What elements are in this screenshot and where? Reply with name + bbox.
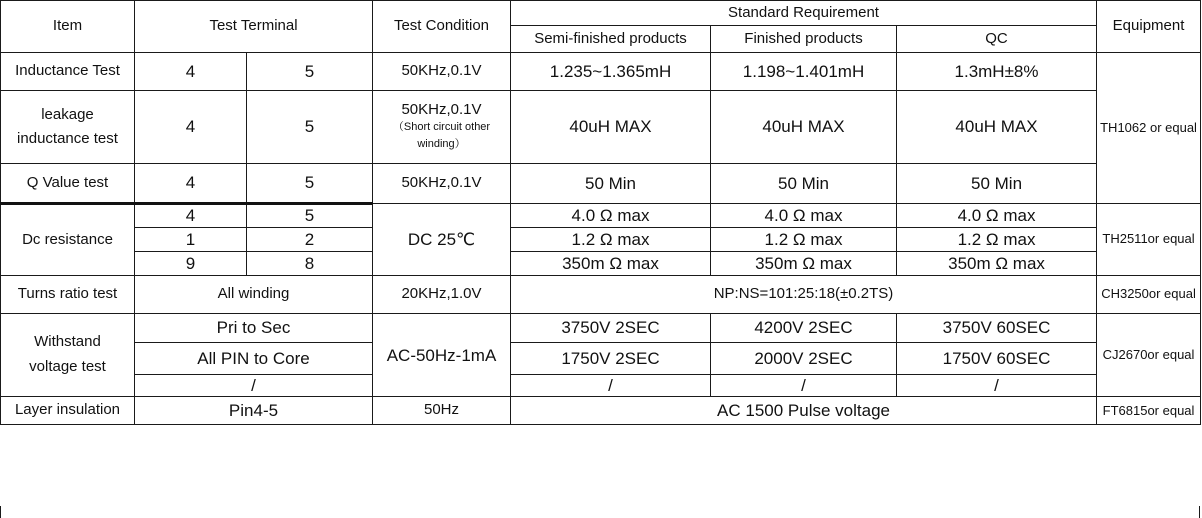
header-semi-finished: Semi-finished products	[511, 26, 711, 53]
q-value-finished: 50 Min	[711, 164, 897, 204]
header-qc: QC	[897, 26, 1097, 53]
layer-insulation-requirement: AC 1500 Pulse voltage	[511, 397, 1097, 425]
withstand-item-line1: Withstand	[34, 333, 101, 351]
header-standard-requirement: Standard Requirement	[511, 1, 1097, 26]
dc-resistance-condition: DC 25℃	[373, 204, 511, 276]
withstand-finished-3: /	[711, 375, 897, 397]
inductance-finished: 1.198~1.401mH	[711, 53, 897, 91]
dc-terminal-1-a: 4	[135, 204, 247, 228]
leakage-finished: 40uH MAX	[711, 91, 897, 164]
dc-finished-3: 350m Ω max	[711, 252, 897, 276]
withstand-qc-3: /	[897, 375, 1097, 397]
leakage-condition	[373, 91, 511, 164]
inductance-semi: 1.235~1.365mH	[511, 53, 711, 91]
layer-insulation-terminal: Pin4-5	[135, 397, 373, 425]
equipment-cj2670: CJ2670or equal	[1097, 314, 1201, 397]
dc-terminal-3-a: 9	[135, 252, 247, 276]
inductance-terminal-1: 4	[135, 53, 247, 91]
turns-ratio-condition: 20KHz,1.0V	[373, 276, 511, 314]
withstand-semi-3: /	[511, 375, 711, 397]
q-value-semi: 50 Min	[511, 164, 711, 204]
equipment-th2511: TH2511or equal	[1097, 204, 1201, 276]
withstand-semi-1: 3750V 2SEC	[511, 314, 711, 343]
header-finished: Finished products	[711, 26, 897, 53]
dc-terminal-1-b: 5	[247, 204, 373, 228]
withstand-qc-2: 1750V 60SEC	[897, 343, 1097, 375]
dc-qc-2: 1.2 Ω max	[897, 228, 1097, 252]
q-value-qc: 50 Min	[897, 164, 1097, 204]
q-value-terminal-1: 4	[135, 164, 247, 204]
inductance-row	[1, 53, 1201, 91]
q-value-terminal-2: 5	[247, 164, 373, 204]
leakage-item	[1, 91, 135, 164]
leakage-item-line2: inductance test	[17, 129, 118, 147]
inductance-item: Inductance Test	[1, 53, 135, 91]
q-value-item: Q Value test	[1, 164, 135, 204]
turns-ratio-row	[1, 276, 1201, 314]
leakage-condition-note2: winding）	[417, 138, 466, 151]
layer-insulation-item: Layer insulation	[1, 397, 135, 425]
layer-insulation-row	[1, 397, 1201, 425]
withstand-finished-2: 2000V 2SEC	[711, 343, 897, 375]
leakage-condition-note1: （Short circuit other	[392, 121, 491, 134]
dc-resistance-row-1	[1, 204, 1201, 228]
leakage-row	[1, 91, 1201, 164]
withstand-row-2	[1, 343, 1201, 375]
header-equipment: Equipment	[1097, 1, 1201, 53]
withstand-terminal-2: All PIN to Core	[135, 343, 373, 375]
dc-semi-2: 1.2 Ω max	[511, 228, 711, 252]
dc-semi-1: 4.0 Ω max	[511, 204, 711, 228]
withstand-condition: AC-50Hz-1mA	[373, 314, 511, 397]
equipment-th1062: TH1062 or equal	[1097, 53, 1201, 204]
dc-terminal-2-a: 1	[135, 228, 247, 252]
dc-qc-3: 350m Ω max	[897, 252, 1097, 276]
dc-resistance-row-3	[1, 252, 1201, 276]
leakage-terminal-1: 4	[135, 91, 247, 164]
withstand-terminal-1: Pri to Sec	[135, 314, 373, 343]
leakage-semi: 40uH MAX	[511, 91, 711, 164]
dc-semi-3: 350m Ω max	[511, 252, 711, 276]
dc-finished-1: 4.0 Ω max	[711, 204, 897, 228]
inductance-terminal-2: 5	[247, 53, 373, 91]
header-row-1	[1, 1, 1201, 26]
leakage-item-line1: leakage	[41, 105, 94, 123]
withstand-qc-1: 3750V 60SEC	[897, 314, 1097, 343]
dc-qc-1: 4.0 Ω max	[897, 204, 1097, 228]
inductance-condition: 50KHz,0.1V	[373, 53, 511, 91]
withstand-terminal-3: /	[135, 375, 373, 397]
withstand-semi-2: 1750V 2SEC	[511, 343, 711, 375]
header-test-condition: Test Condition	[373, 1, 511, 53]
header-item: Item	[1, 1, 135, 53]
table-continuation-strip	[0, 506, 1200, 518]
turns-ratio-requirement: NP:NS=101:25:18(±0.2TS)	[511, 276, 1097, 314]
dc-terminal-3-b: 8	[247, 252, 373, 276]
turns-ratio-item: Turns ratio test	[1, 276, 135, 314]
dc-finished-2: 1.2 Ω max	[711, 228, 897, 252]
equipment-ch3250: CH3250or equal	[1097, 276, 1201, 314]
leakage-terminal-2: 5	[247, 91, 373, 164]
dc-resistance-item: Dc resistance	[1, 204, 135, 276]
withstand-item-line2: voltage test	[29, 358, 106, 376]
equipment-ft6815: FT6815or equal	[1097, 397, 1201, 425]
leakage-qc: 40uH MAX	[897, 91, 1097, 164]
inductance-qc: 1.3mH±8%	[897, 53, 1097, 91]
leakage-condition-main: 50KHz,0.1V	[401, 100, 482, 118]
q-value-condition: 50KHz,0.1V	[373, 164, 511, 204]
dc-terminal-2-b: 2	[247, 228, 373, 252]
withstand-item	[1, 314, 135, 397]
dc-resistance-row-2	[1, 228, 1201, 252]
withstand-row-3	[1, 375, 1201, 397]
header-test-terminal: Test Terminal	[135, 1, 373, 53]
withstand-finished-1: 4200V 2SEC	[711, 314, 897, 343]
q-value-row	[1, 164, 1201, 204]
layer-insulation-condition: 50Hz	[373, 397, 511, 425]
turns-ratio-terminal: All winding	[135, 276, 373, 314]
withstand-row-1	[1, 314, 1201, 343]
